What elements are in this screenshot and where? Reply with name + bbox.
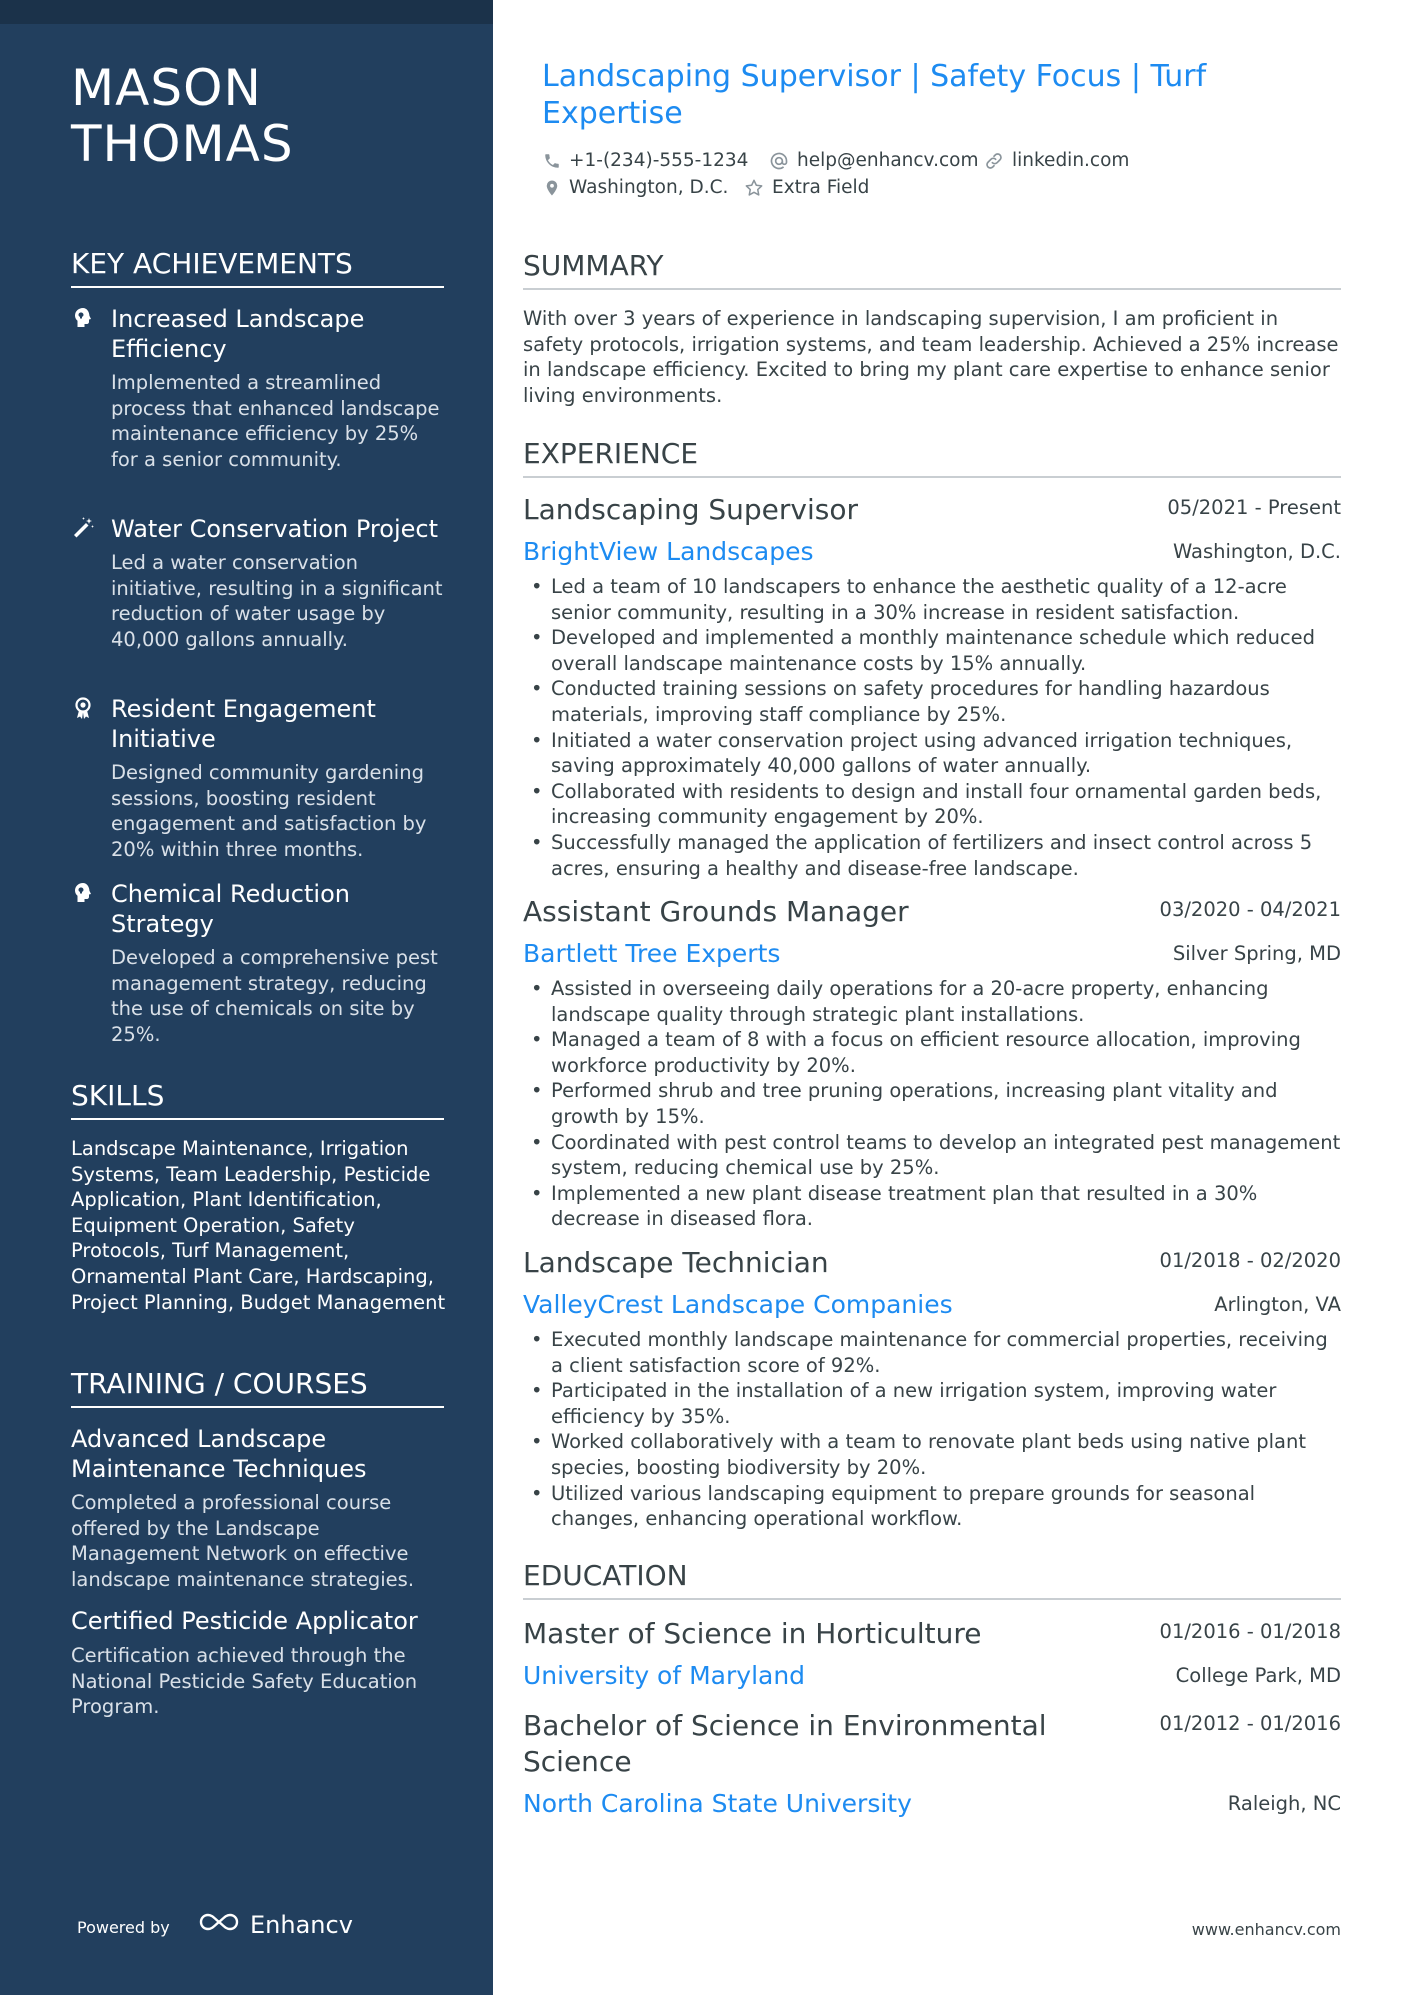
degree-title: Bachelor of Science in Environmental Science bbox=[523, 1709, 1047, 1778]
course-title: Advanced Landscape Maintenance Techniques bbox=[71, 1425, 367, 1483]
summary-text: With over 3 years of experience in landscaping supervision, I am proficient in safety protocols, irrigation systems, and team leadership. Achieved a 25% increase in landscape efficiency. Excited to bring my plant care expertise to enhance senior living environments. bbox=[523, 307, 1339, 407]
link-icon bbox=[984, 151, 1004, 171]
brand-name: Enhancv bbox=[250, 1911, 353, 1939]
job-dates: 01/2018 - 02/2020 bbox=[1159, 1249, 1341, 1272]
achievement-title: Chemical Reduction Strategy bbox=[111, 880, 350, 938]
achievement-desc: Implemented a streamlined process that enhanced landscape maintenance efficiency by 25% for a senior community. bbox=[111, 371, 440, 471]
degree-dates: 01/2016 - 01/2018 bbox=[1159, 1620, 1341, 1643]
job-company: ValleyCrest Landscape Companies bbox=[523, 1290, 953, 1319]
powered-by-label: Powered by bbox=[77, 1918, 170, 1937]
job-location: Silver Spring, MD bbox=[1172, 942, 1341, 965]
list-item: • Coordinated with pest control teams to develop an integrated pest management system, reducing chemical use by 25%. bbox=[523, 1130, 1341, 1181]
course-title: Certified Pesticide Applicator bbox=[71, 1607, 418, 1635]
school-location: College Park, MD bbox=[1175, 1664, 1341, 1687]
achievement-title: Water Conservation Project bbox=[111, 515, 438, 543]
achievement-desc: Designed community gardening sessions, boosting resident engagement and satisfaction by 20% within three months. bbox=[111, 761, 427, 861]
sidebar-top-bar bbox=[0, 0, 493, 24]
main-content bbox=[493, 0, 1410, 1995]
infinity-logo-icon bbox=[196, 1910, 242, 1940]
school-name: University of Maryland bbox=[523, 1661, 806, 1690]
contact-phone[interactable]: +1-(234)-555-1234 bbox=[543, 149, 748, 173]
list-item: • Successfully managed the application of fertilizers and insect control across 5 acres, ensuring a healthy and disease-free landscape. bbox=[523, 830, 1341, 881]
list-item: • Implemented a new plant disease treatment plan that resulted in a 30% decrease in diseased flora. bbox=[523, 1181, 1341, 1232]
job-bullets bbox=[523, 976, 1341, 1232]
footer-website-link[interactable]: www.enhancv.com bbox=[1191, 1920, 1341, 1939]
list-item: • Utilized various landscaping equipment to prepare grounds for seasonal changes, enhancing operational workflow. bbox=[523, 1481, 1341, 1532]
list-item: • Managed a team of 8 with a focus on efficient resource allocation, improving workforce productivity by 20%. bbox=[523, 1027, 1341, 1078]
job-location: Arlington, VA bbox=[1214, 1293, 1341, 1316]
job-dates: 03/2020 - 04/2021 bbox=[1159, 898, 1341, 921]
name-first: MASON bbox=[71, 59, 262, 117]
achievement-desc: Led a water conservation initiative, resulting in a significant reduction of water usage by 40,000 gallons annually. bbox=[111, 551, 443, 651]
training-heading: TRAINING / COURSES bbox=[71, 1366, 444, 1408]
job-company: Bartlett Tree Experts bbox=[523, 939, 781, 968]
course-desc: Completed a professional course offered by the Landscape Management Network on effective landscape maintenance strategies. bbox=[71, 1491, 415, 1591]
achievement-title: Increased Landscape Efficiency bbox=[111, 305, 365, 363]
job-dates: 05/2021 - Present bbox=[1167, 496, 1341, 519]
contact-location: Washington, D.C. bbox=[543, 176, 728, 200]
sidebar bbox=[0, 0, 493, 1995]
star-icon bbox=[744, 178, 764, 198]
course-desc: Certification achieved through the National Pesticide Safety Education Program. bbox=[71, 1644, 418, 1719]
enhancv-logo[interactable] bbox=[196, 1910, 353, 1940]
at-sign-icon bbox=[769, 151, 789, 171]
skills-list: Landscape Maintenance, Irrigation Systems, Team Leadership, Pesticide Application, Plant Identification, Equipment Operation, Safety Protocols, Turf Management, Ornamental Plant Care, Hardscaping, Project Planning, Budget Management bbox=[71, 1137, 446, 1314]
award-ribbon-icon bbox=[71, 696, 97, 722]
list-item: • Collaborated with residents to design and install four ornamental garden beds, increasing community engagement by 20%. bbox=[523, 779, 1341, 830]
candidate-name bbox=[71, 60, 471, 172]
phone-icon bbox=[543, 152, 561, 170]
degree-title: Master of Science in Horticulture bbox=[523, 1617, 982, 1650]
brain-icon bbox=[71, 306, 97, 332]
school-name: North Carolina State University bbox=[523, 1789, 912, 1818]
list-item: • Conducted training sessions on safety procedures for handling hazardous materials, improving staff compliance by 25%. bbox=[523, 676, 1341, 727]
list-item: • Performed shrub and tree pruning operations, increasing plant vitality and growth by 15%. bbox=[523, 1078, 1341, 1129]
name-last: THOMAS bbox=[71, 115, 294, 173]
list-item: • Assisted in overseeing daily operations for a 20-acre property, enhancing landscape quality through strategic plant installations. bbox=[523, 976, 1341, 1027]
list-item: • Participated in the installation of a new irrigation system, improving water efficiency by 35%. bbox=[523, 1378, 1341, 1429]
job-title: Assistant Grounds Manager bbox=[523, 895, 909, 928]
contact-email[interactable]: help@enhancv.com bbox=[769, 149, 978, 173]
headline: Landscaping Supervisor | Safety Focus | Turf Expertise bbox=[542, 59, 1207, 131]
job-bullets bbox=[523, 574, 1341, 881]
list-item: • Executed monthly landscape maintenance for commercial properties, receiving a client satisfaction score of 92%. bbox=[523, 1327, 1341, 1378]
magic-wand-icon bbox=[71, 516, 97, 542]
achievement-title: Resident Engagement Initiative bbox=[111, 695, 376, 753]
list-item: • Developed and implemented a monthly maintenance schedule which reduced overall landscape maintenance costs by 15% annually. bbox=[523, 625, 1341, 676]
summary-heading: SUMMARY bbox=[523, 248, 1341, 290]
contact-linkedin[interactable]: linkedin.com bbox=[984, 149, 1129, 173]
location-pin-icon bbox=[543, 179, 561, 197]
achievement-desc: Developed a comprehensive pest management strategy, reducing the use of chemicals on site by 25%. bbox=[111, 946, 438, 1046]
list-item: • Led a team of 10 landscapers to enhance the aesthetic quality of a 12-acre senior community, resulting in a 30% increase in resident satisfaction. bbox=[523, 574, 1341, 625]
skills-heading: SKILLS bbox=[71, 1078, 444, 1120]
list-item: • Initiated a water conservation project using advanced irrigation techniques, saving approximately 40,000 gallons of water annually. bbox=[523, 728, 1341, 779]
job-title: Landscaping Supervisor bbox=[523, 493, 859, 526]
school-location: Raleigh, NC bbox=[1227, 1792, 1341, 1815]
job-location: Washington, D.C. bbox=[1172, 540, 1341, 563]
brain-icon bbox=[71, 881, 97, 907]
experience-heading: EXPERIENCE bbox=[523, 436, 1341, 478]
degree-dates: 01/2012 - 01/2016 bbox=[1159, 1712, 1341, 1735]
main-top-bar bbox=[493, 0, 1410, 24]
key-achievements-heading: KEY ACHIEVEMENTS bbox=[71, 246, 444, 288]
job-company: BrightView Landscapes bbox=[523, 537, 814, 566]
job-bullets bbox=[523, 1327, 1341, 1532]
job-title: Landscape Technician bbox=[523, 1246, 829, 1279]
list-item: • Worked collaboratively with a team to renovate plant beds using native plant species, boosting biodiversity by 20%. bbox=[523, 1429, 1341, 1480]
education-heading: EDUCATION bbox=[523, 1558, 1341, 1600]
contact-extra-field: Extra Field bbox=[744, 176, 869, 200]
